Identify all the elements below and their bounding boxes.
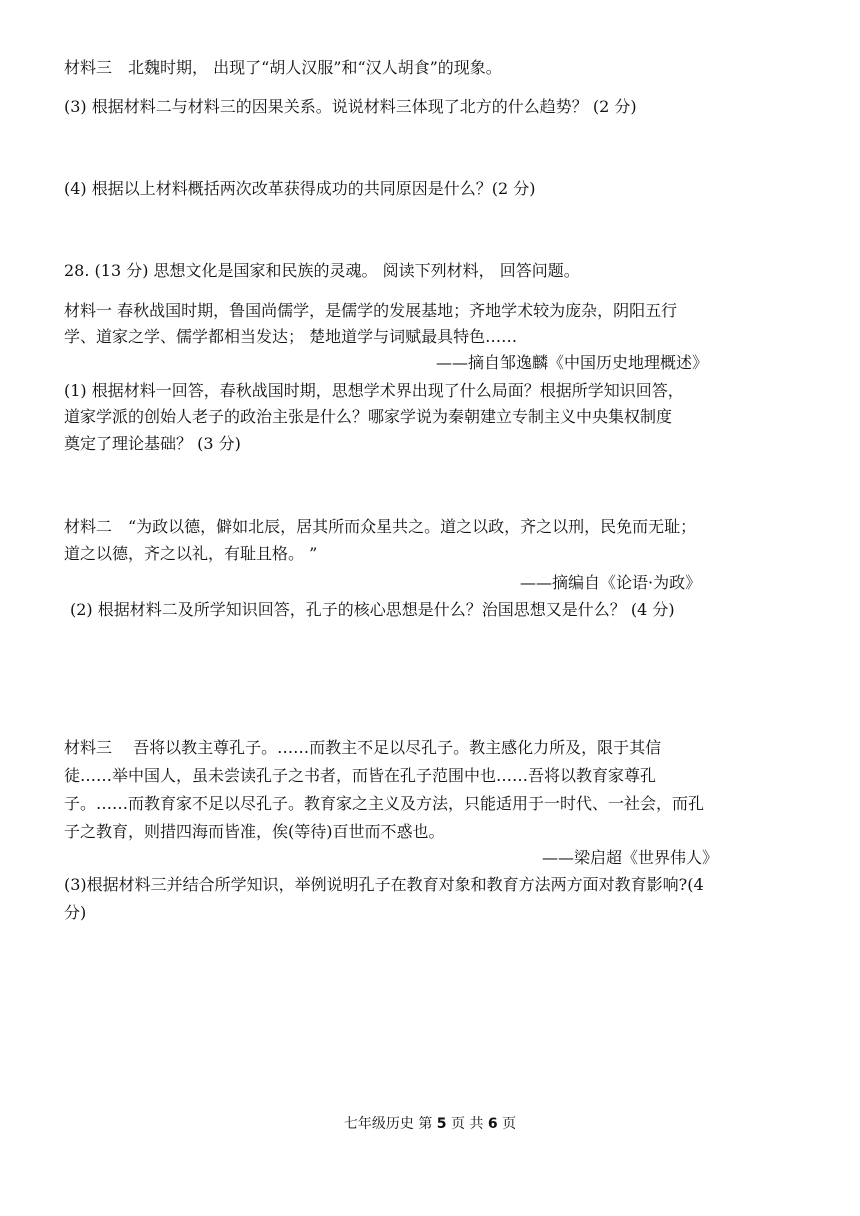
material2-line: 道之以德，齐之以礼，有耻且格。 ” [64, 544, 318, 563]
sub-question-3-line: (3)根据材料三并结合所学知识，举例说明孔子在教育对象和教育方法两方面对教育影响?(4 [64, 875, 704, 894]
page-footer [0, 1114, 860, 1134]
footer-total-pages: 6 [487, 1116, 498, 1132]
material3-line: 子。……而教育家不足以尽孔子。教育家之主义及方法，只能适用于一时代、一社会，而孔 [64, 794, 705, 813]
material1-line: 材料一 春秋战国时期，鲁国尚儒学，是儒学的发展基地；齐地学术较为庞杂，阴阳五行 [64, 301, 678, 320]
sub-question-3-line: 分) [64, 903, 87, 922]
sub-question-2: (2) 根据材料二及所学知识回答，孔子的核心思想是什么？治国思想又是什么？ (4 分) [70, 600, 675, 619]
question-28-heading: 28. (13 分) 思想文化是国家和民族的灵魂。 阅读下列材料， 回答问题。 [64, 261, 580, 280]
material2-line: 材料二 “为政以德，僻如北辰，居其所而众星共之。道之以政，齐之以刑，民免而无耻； [64, 517, 697, 536]
question-4: (4) 根据以上材料概括两次改革获得成功的共同原因是什么？(2 分) [64, 179, 536, 198]
sub-question-1-line: 奠定了理论基础？ (3 分) [64, 434, 241, 453]
material3-line: 子之教育，则措四海而皆准，俟(等待)百世而不惑也。 [64, 822, 445, 841]
footer-mid: 页 共 [446, 1116, 488, 1132]
question-3: (3) 根据材料二与材料三的因果关系。说说材料三体现了北方的什么趋势？ (2 分) [64, 97, 637, 116]
sub-question-1-line: (1) 根据材料一回答，春秋战国时期，思想学术界出现了什么局面？根据所学知识回答， [64, 381, 684, 400]
material3-line: 材料三 吾将以教主尊孔子。……而教主不足以尽孔子。教主感化力所及，限于其信 [64, 738, 662, 757]
footer-suffix: 页 [497, 1116, 517, 1132]
material2-source: ——摘编自《论语·为政》 [520, 573, 702, 592]
footer-page-number: 5 [436, 1116, 447, 1132]
material3-north-wei: 材料三 北魏时期， 出现了“胡人汉服”和“汉人胡食”的现象。 [64, 58, 502, 77]
sub-question-1-line: 道家学派的创始人老子的政治主张是什么？哪家学说为秦朝建立专制主义中央集权制度 [64, 407, 673, 426]
material1-line: 学、道家之学、儒学都相当发达； 楚地道学与词赋最具特色…… [64, 327, 518, 346]
material1-source: ——摘自邹逸麟《中国历史地理概述》 [436, 353, 709, 372]
material3-source: ——梁启超《世界伟人》 [542, 848, 719, 867]
footer-prefix: 七年级历史 第 [343, 1116, 437, 1132]
material3-line: 徒……举中国人，虽未尝读孔子之书者，而皆在孔子范围中也……吾将以教育家尊孔 [64, 766, 657, 785]
